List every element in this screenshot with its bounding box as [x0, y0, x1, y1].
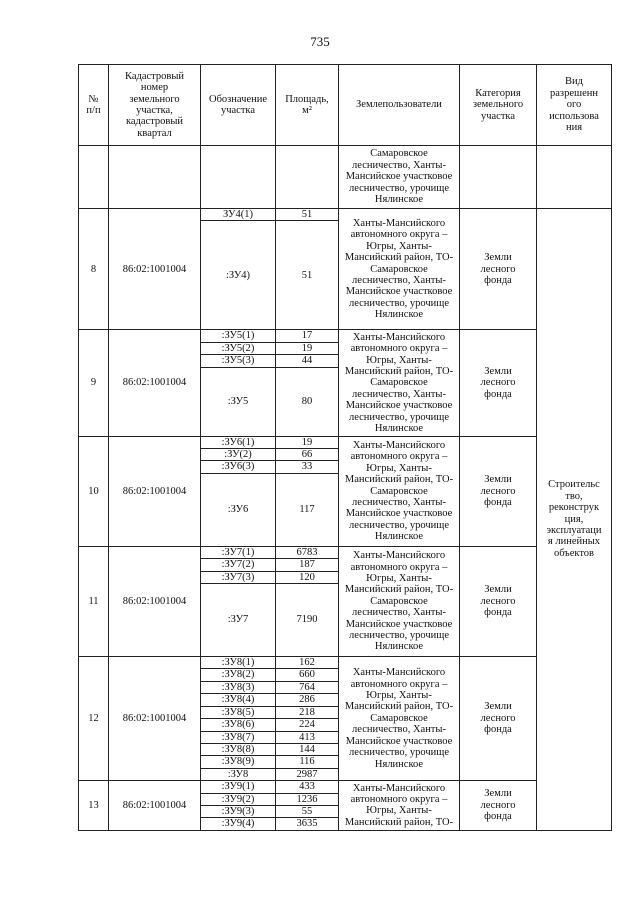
cadastral-number-cell: 86:02:1001004 — [109, 657, 201, 781]
plot-designation-cell: :ЗУ8(5) — [201, 706, 276, 718]
plot-area-cell: 224 — [276, 719, 339, 731]
cont-designation-cell — [201, 146, 276, 209]
plot-area-cell: 6783 — [276, 546, 339, 558]
header-num: № п/п — [79, 65, 109, 146]
plot-area-cell: 19 — [276, 342, 339, 354]
land-category-cell: Земли лесного фонда — [460, 657, 537, 781]
row-number-cell: 9 — [79, 330, 109, 436]
plot-area-total-cell: 117 — [276, 473, 339, 546]
plot-designation-cell: :ЗУ8(2) — [201, 669, 276, 681]
plot-area-cell: 44 — [276, 355, 339, 367]
row-number-cell: 12 — [79, 657, 109, 781]
plot-designation-cell: :ЗУ7(3) — [201, 571, 276, 583]
plot-area-cell: 187 — [276, 559, 339, 571]
land-category-cell: Земли лесного фонда — [460, 209, 537, 330]
row-number-cell: 8 — [79, 209, 109, 330]
plot-designation-cell: :ЗУ8(8) — [201, 743, 276, 755]
plot-designation-cell: :ЗУ8(4) — [201, 694, 276, 706]
header-use: Вид разрешенн ого использова ния — [537, 65, 612, 146]
land-category-cell: Земли лесного фонда — [460, 546, 537, 656]
cont-users-cell: Самаровское лесничество, Ханты- Мансийское участковое лесничество, урочище Нялинское — [339, 146, 460, 209]
row-number-cell: 11 — [79, 546, 109, 656]
plot-designation-total-cell: :ЗУ7 — [201, 584, 276, 657]
plot-area-cell: 144 — [276, 743, 339, 755]
cont-num-cell — [79, 146, 109, 209]
cadastral-number-cell: 86:02:1001004 — [109, 781, 201, 831]
plot-area-total-cell: 7190 — [276, 584, 339, 657]
land-users-cell: Ханты-Мансийского автономного округа – Югры, Ханты- Мансийский район, ТО- Самаровское лесничество, Ханты- Мансийское участковое лесничество, урочище Нялинское — [339, 330, 460, 436]
plot-designation-cell: :ЗУ9(4) — [201, 818, 276, 830]
header-row — [79, 65, 612, 146]
plot-designation-cell: :ЗУ(2) — [201, 449, 276, 461]
plot-area-cell: 660 — [276, 669, 339, 681]
plot-designation-cell: :ЗУ7(1) — [201, 546, 276, 558]
table-row — [79, 546, 612, 558]
cadastral-number-cell: 86:02:1001004 — [109, 330, 201, 436]
plot-designation-total-cell: :ЗУ4) — [201, 221, 276, 330]
plot-designation-cell: :ЗУ8(1) — [201, 657, 276, 669]
cadastral-number-cell: 86:02:1001004 — [109, 436, 201, 546]
header-designation: Обозначение участка — [201, 65, 276, 146]
plot-designation-cell: :ЗУ8(9) — [201, 756, 276, 768]
page-number: 735 — [310, 34, 330, 49]
plot-area-cell: 116 — [276, 756, 339, 768]
land-users-cell: Ханты-Мансийского автономного округа – Югры, Ханты- Мансийский район, ТО- Самаровское лесничество, Ханты- Мансийское участковое лесничество, урочище Нялинское — [339, 657, 460, 781]
table-row — [79, 657, 612, 669]
land-category-cell: Земли лесного фонда — [460, 436, 537, 546]
cont-area-cell — [276, 146, 339, 209]
cont-category-cell — [460, 146, 537, 209]
permitted-use-cell: Строительс тво, реконструк ция, эксплуатаци я линейных объектов — [537, 209, 612, 831]
plot-designation-cell: :ЗУ9(1) — [201, 781, 276, 793]
table-row — [79, 209, 612, 221]
header-category: Категория земельного участка — [460, 65, 537, 146]
plot-area-cell: 51 — [276, 209, 339, 221]
plot-designation-cell: :ЗУ8(7) — [201, 731, 276, 743]
plot-area-cell: 413 — [276, 731, 339, 743]
plot-area-cell: 764 — [276, 681, 339, 693]
row-number-cell: 13 — [79, 781, 109, 831]
land-users-cell: Ханты-Мансийского автономного округа – Югры, Ханты- Мансийский район, ТО- Самаровское лесничество, Ханты- Мансийское участковое лесничество, урочище Нялинское — [339, 546, 460, 656]
cont-cadastral-cell — [109, 146, 201, 209]
plot-area-cell: 433 — [276, 781, 339, 793]
plot-designation-cell: :ЗУ9(2) — [201, 793, 276, 805]
cadastral-number-cell: 86:02:1001004 — [109, 209, 201, 330]
land-category-cell: Земли лесного фонда — [460, 330, 537, 436]
plot-designation-cell: :ЗУ8 — [201, 768, 276, 780]
cadastral-number-cell: 86:02:1001004 — [109, 546, 201, 656]
cont-use-cell — [537, 146, 612, 209]
plot-area-cell: 66 — [276, 449, 339, 461]
land-plots-table — [78, 64, 612, 831]
plot-area-cell: 17 — [276, 330, 339, 342]
plot-area-total-cell: 80 — [276, 367, 339, 436]
plot-area-cell: 19 — [276, 436, 339, 448]
plot-area-cell: 218 — [276, 706, 339, 718]
table-row — [79, 436, 612, 448]
plot-designation-cell: :ЗУ5(3) — [201, 355, 276, 367]
plot-designation-cell: :ЗУ6(1) — [201, 436, 276, 448]
header-area: Площадь, м² — [276, 65, 339, 146]
plot-designation-cell: :ЗУ5(2) — [201, 342, 276, 354]
plot-area-cell: 55 — [276, 805, 339, 817]
land-category-cell: Земли лесного фонда — [460, 781, 537, 831]
plot-designation-cell: :ЗУ8(6) — [201, 719, 276, 731]
land-users-cell: Ханты-Мансийского автономного округа – Югры, Ханты- Мансийский район, ТО- — [339, 781, 460, 831]
plot-designation-total-cell: :ЗУ5 — [201, 367, 276, 436]
plot-designation-total-cell: :ЗУ6 — [201, 473, 276, 546]
row-number-cell: 10 — [79, 436, 109, 546]
table-row — [79, 781, 612, 793]
land-users-cell: Ханты-Мансийского автономного округа – Югры, Ханты- Мансийский район, ТО- Самаровское лесничество, Ханты- Мансийское участковое лесничество, урочище Нялинское — [339, 209, 460, 330]
table-row — [79, 330, 612, 342]
plot-designation-cell: :ЗУ7(2) — [201, 559, 276, 571]
plot-area-cell: 286 — [276, 694, 339, 706]
plot-area-cell: 3635 — [276, 818, 339, 830]
plot-designation-cell: :ЗУ8(3) — [201, 681, 276, 693]
plot-designation-cell: :ЗУ6(3) — [201, 461, 276, 473]
land-users-cell: Ханты-Мансийского автономного округа – Югры, Ханты- Мансийский район, ТО- Самаровское лесничество, Ханты- Мансийское участковое лесничество, урочище Нялинское — [339, 436, 460, 546]
continuation-row — [79, 146, 612, 209]
plot-designation-cell: :ЗУ9(3) — [201, 805, 276, 817]
plot-area-cell: 33 — [276, 461, 339, 473]
plot-area-cell: 1236 — [276, 793, 339, 805]
plot-area-cell: 120 — [276, 571, 339, 583]
header-users: Землепользователи — [339, 65, 460, 146]
plot-designation-cell: :ЗУ5(1) — [201, 330, 276, 342]
plot-area-cell: 162 — [276, 657, 339, 669]
plot-area-total-cell: 51 — [276, 221, 339, 330]
header-cadastral: Кадастровый номер земельного участка, кадастровый квартал — [109, 65, 201, 146]
plot-area-cell: 2987 — [276, 768, 339, 780]
plot-designation-cell: ЗУ4(1) — [201, 209, 276, 221]
